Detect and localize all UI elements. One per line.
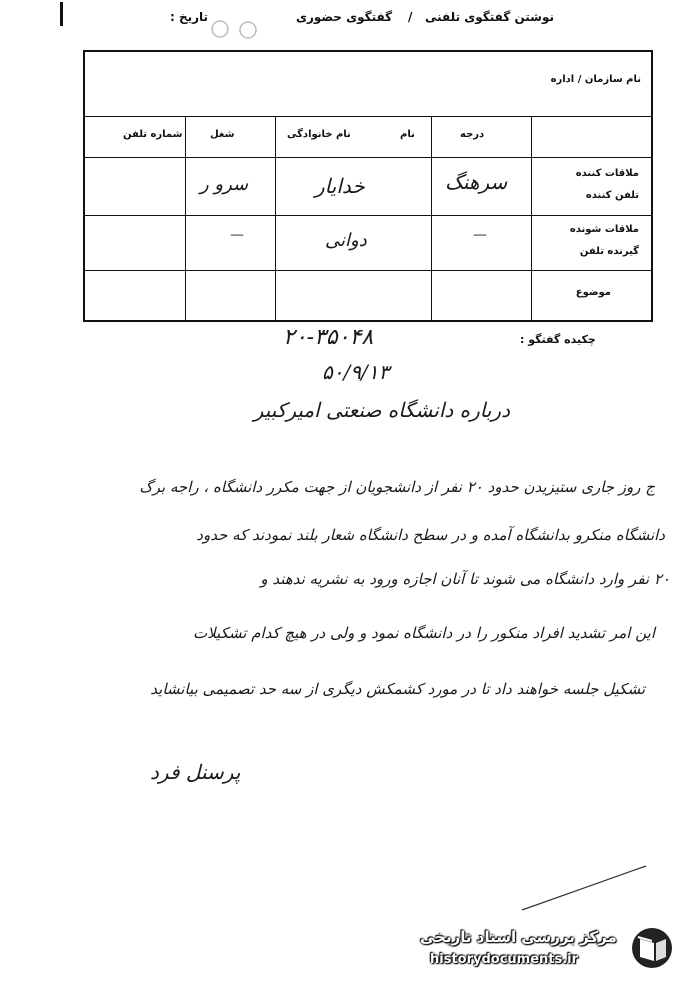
- summary-date: ۵۰/۹/۱۳: [322, 360, 390, 384]
- row-subject-label: موضوع: [575, 287, 611, 298]
- col-rank: درجه: [460, 129, 485, 140]
- archive-site: historydocuments.ir: [430, 952, 579, 967]
- body-line-1: ج روز جاری ستیزیدن حدود ۲۰ نفر از دانشجویان از جهت مکرر دانشگاه ، راجه برگ: [139, 478, 655, 496]
- col-phone: شماره تلفن: [123, 129, 183, 140]
- header-separator: /: [408, 10, 413, 24]
- header-date-label: تاریخ :: [170, 10, 209, 24]
- body-line-2: دانشگاه منکرو بدانشگاه آمده و در سطح دانشگاه شعار بلند نمودند که حدود: [196, 526, 665, 544]
- row-visitor-label-2: تلفن کننده: [585, 190, 639, 201]
- body-line-3: ۲۰ نفر وارد دانشگاه می شوند تا آنان اجازه ورود به نشریه ندهند و: [260, 570, 670, 588]
- visited-family-value: دوانی: [325, 230, 367, 251]
- visitor-rank-value: سرهنگ: [445, 170, 508, 194]
- col-job: شغل: [210, 129, 235, 140]
- subject-line: درباره دانشگاه صنعتی امیرکبیر: [253, 398, 510, 422]
- row-visited-label-1: ملاقات شونده: [569, 224, 639, 235]
- header-in-person-title: گفتگوی حضوری: [296, 10, 393, 24]
- col-name: نام: [400, 129, 415, 140]
- visited-rank-value: —: [473, 227, 487, 243]
- visited-job-value: —: [230, 227, 244, 243]
- signature: پرسنل فرد: [150, 760, 241, 784]
- col-family: نام خانوادگی: [287, 129, 351, 140]
- body-line-5: تشکیل جلسه خواهند داد تا در مورد کشمکش دیگری از سه حد تصمیمی بیانشاید: [150, 680, 645, 698]
- pen-stroke: [520, 862, 650, 912]
- visitor-job-value: سرو ر: [200, 174, 249, 195]
- row-visited-label-2: گیرنده تلفن: [579, 246, 639, 257]
- visitor-family-value: خدایار: [315, 174, 365, 198]
- margin-mark: [60, 2, 63, 26]
- summary-label: چکیده گفتگو :: [520, 333, 596, 346]
- archive-logo-icon: [628, 925, 676, 971]
- org-label: نام سازمان / اداره: [550, 74, 641, 85]
- archive-name: مرکز بررسی اسناد تاریخی: [420, 928, 617, 946]
- faint-stamp-mark: [208, 18, 268, 40]
- body-line-4: این امر تشدید افراد منکور را در دانشگاه نمود و ولی در هیچ کدام تشکیلات: [192, 624, 655, 642]
- header-phone-title: نوشتن گفتگوی تلفنی: [425, 10, 554, 24]
- reference-number: ۲۰-۳۵۰۴۸: [283, 325, 374, 350]
- row-visitor-label-1: ملاقات کننده: [575, 168, 639, 179]
- meeting-form-table: [83, 50, 653, 322]
